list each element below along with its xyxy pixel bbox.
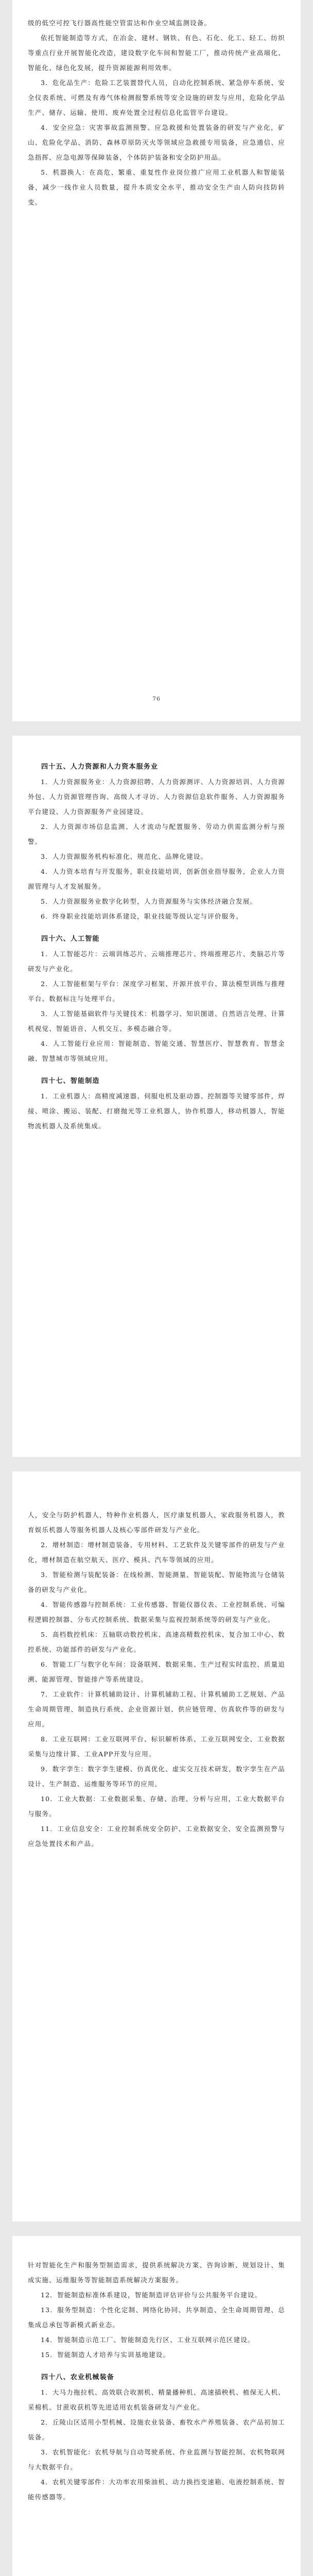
body-paragraph: 4．智能传感器与控制系统：工业传感器、智能仪器仪表、工业控制系统、可编程逻辑控制器、分布式控制系统、数据采集与监视控制系统等的研发与产业化。 (28, 1601, 285, 1623)
body-paragraph: 15．智能制造人才培养与实训基地建设。 (41, 2351, 170, 2359)
body-paragraph: 1．人力资源服务业：人力资源招聘、人力资源测评、人力资源培训、人力资源外包、人力资源管理咨询、高级人才寻访、人力资源信息软件服务、人力资源服务平台建设、人力资源服务产业园建设。 (28, 778, 285, 816)
body-paragraph: 5．人力资源服务业数字化转型，人力资源服务与实体经济融合发展。 (41, 897, 257, 905)
body-paragraph: 1．工业机器人：高精度减速器、伺服电机及驱动器、控制器等关键零部件，焊接、喷涂、搬运、装配、打磨抛光等工业机器人，协作机器人，移动机器人，智能物流机器人及系统集成。 (28, 1092, 285, 1130)
body-paragraph: 4．农机关键零部件：大功率农用柴油机、动力换挡变速箱、电液控制系统、智能传感器等。 (28, 2478, 285, 2501)
body-paragraph: 13．服务型制造：个性化定制、网络化协同、共享制造、全生命周期管理、总集成总承包等新模式新业态。 (28, 2306, 285, 2329)
page-4-body (28, 2258, 285, 2504)
section-heading: 四十五、人力资源和人力资本服务业 (41, 763, 159, 771)
body-paragraph: 3．人力资源服务机构标准化、规范化、品牌化建设。 (41, 853, 208, 860)
body-paragraph: 2．人工智能框架与平台：深度学习框架、开源开放平台、算法模型训练与推理平台、数据标注与处理平台。 (28, 980, 285, 1003)
body-paragraph: 2．人力资源市场信息监测、人才流动与配置服务、劳动力供需监测分析与预警。 (28, 823, 285, 845)
body-paragraph: 6．终身职业技能培训体系建设，职业技能等级认定与评价服务。 (41, 912, 243, 920)
section-heading: 四十六、人工智能 (41, 935, 100, 943)
page-3-body (28, 1507, 285, 1851)
page-1-body (28, 15, 285, 210)
body-paragraph: 5．高档数控机床：五轴联动数控机床、高速高精数控机床、复合加工中心、数控系统、功能部件的研发与产业化。 (28, 1631, 285, 1653)
body-paragraph: 4．人力资本培育与开发服务，职业技能培训，创新创业指导服务，企业人力资源管理与人才发展服务。 (28, 868, 285, 890)
section-heading: 四十七、智能制造 (41, 1077, 100, 1085)
body-paragraph: 级的低空可控飞行器高性能空管雷达和作业空域监测设备。 (28, 19, 212, 27)
document-page-4 (12, 2236, 301, 2576)
body-paragraph: 8．工业互联网：工业互联网平台、标识解析体系、工业互联网安全、工业数据采集与边缘计算、工业APP开发与应用。 (28, 1735, 285, 1758)
body-paragraph: 14．智能制造示范工厂、智能制造先行区、工业互联网示范区建设。 (41, 2336, 255, 2344)
body-paragraph: 3．人工智能基础软件与关键技术：机器学习、知识图谱、自然语言处理、计算机视觉、智能语音、人机交互、多模态融合等。 (28, 1010, 285, 1032)
section-spacer (28, 924, 285, 931)
section-spacer (28, 1066, 285, 1074)
body-paragraph: 3．农机智能化：农机导航与自动驾驶系统、作业监测与智能控制、农机物联网与大数据平台。 (28, 2448, 285, 2471)
page-2-body (28, 759, 285, 1133)
body-paragraph: 5．机器换人：在高危、繁重、重复性作业岗位推广应用工业机器人和智能装备，减少一线作业人员数量，提升本质安全水平，推动安全生产由人防向技防转变。 (28, 168, 285, 206)
body-paragraph: 3．危化品生产：危险工艺装置替代人员，自动化控制系统、紧急停车系统、安全仪表系统、可燃及有毒气体检测报警系统等安全设施的研发与应用，危险化学品生产、储存、运输、使用、废弃处置全过程信息化监管平台建设。 (28, 79, 285, 116)
body-paragraph: 针对智能化生产和服务型制造需求，提供系统解决方案、咨询诊断、规划设计、集成实施、运维服务等智能制造系统解决方案服务。 (28, 2261, 285, 2284)
body-paragraph: 1．人工智能芯片：云端训练芯片、云端推理芯片、终端推理芯片、类脑芯片等研发与产业化。 (28, 950, 285, 973)
body-paragraph: 1．大马力拖拉机、高效联合收割机、精量播种机、高速插秧机、植保无人机、采棉机、甘蔗收获机等先进适用农机装备研发与产业化。 (28, 2388, 285, 2411)
body-paragraph: 6．智能工厂与数字化车间：设备联网、数据采集、生产过程实时监控、质量追溯、能源管理、智能排产等系统建设。 (28, 1660, 285, 1683)
body-paragraph: 11．工业信息安全：工业控制系统安全防护、工业数据安全、安全监测预警与应急处置技术和产品。 (28, 1825, 285, 1848)
page-number: 76 (152, 696, 161, 702)
body-paragraph: 4．人工智能行业应用：智能制造、智能交通、智慧医疗、智慧教育、智慧金融、智慧城市等领域应用。 (28, 1040, 285, 1062)
body-paragraph: 12．智能制造标准体系建设，智能制造评估评价与公共服务平台建设。 (41, 2291, 262, 2299)
body-paragraph: 2．丘陵山区适用小型机械、设施农业装备、畜牧水产养殖装备、农产品初加工装备。 (28, 2418, 285, 2441)
document-page-3 (12, 1471, 301, 2222)
body-paragraph: 2．增材制造：增材制造装备、专用材料、工艺软件及关键零部件的研发与产业化，增材制造在航空航天、医疗、模具、汽车等领域的应用。 (28, 1541, 285, 1564)
body-paragraph: 10．工业大数据：工业数据采集、存储、治理、分析与应用，工业大数据平台与服务。 (28, 1795, 285, 1818)
body-paragraph: 依托智能制造等方式，在冶金、建材、钢铁、有色、石化、化工、轻工、纺织等重点行业开展智能化改造，建设数字化车间和智能工厂，推动传统产业高端化、智能化、绿色化发展，提升资源能源利用效率。 (28, 34, 285, 72)
section-heading: 四十八、农业机械装备 (41, 2374, 115, 2381)
section-spacer (28, 2362, 285, 2370)
body-paragraph: 9．数字孪生：数字孪生建模、仿真优化、虚实交互技术研发，数字孪生在产品设计、生产制造、运维服务等环节的应用。 (28, 1765, 285, 1788)
body-paragraph: 人，安全与防护机器人，特种作业机器人，医疗康复机器人，家政服务机器人，教育娱乐机器人等服务机器人及核心零部件研发与产业化。 (28, 1511, 285, 1534)
body-paragraph: 3．智能检测与装配装备：在线检测、智能测量、智能装配、智能物流与仓储装备的研发与产业化。 (28, 1571, 285, 1594)
document-page-1 (12, 0, 301, 721)
body-paragraph: 4．安全应急：灾害事故监测预警、应急救援和处置装备的研发与产业化，矿山、危险化学品、消防、森林草原防灭火等领域应急救援专用装备，应急通信、应急指挥、应急电源等保障装备，个体防护装备和安全防护用品。 (28, 124, 285, 161)
body-paragraph: 7．工业软件：计算机辅助设计、计算机辅助工程、计算机辅助工艺规划、产品生命周期管理、制造执行系统、企业资源计划、供应链管理、仿真软件等的研发与应用。 (28, 1690, 285, 1728)
document-page-2 (12, 736, 301, 1457)
